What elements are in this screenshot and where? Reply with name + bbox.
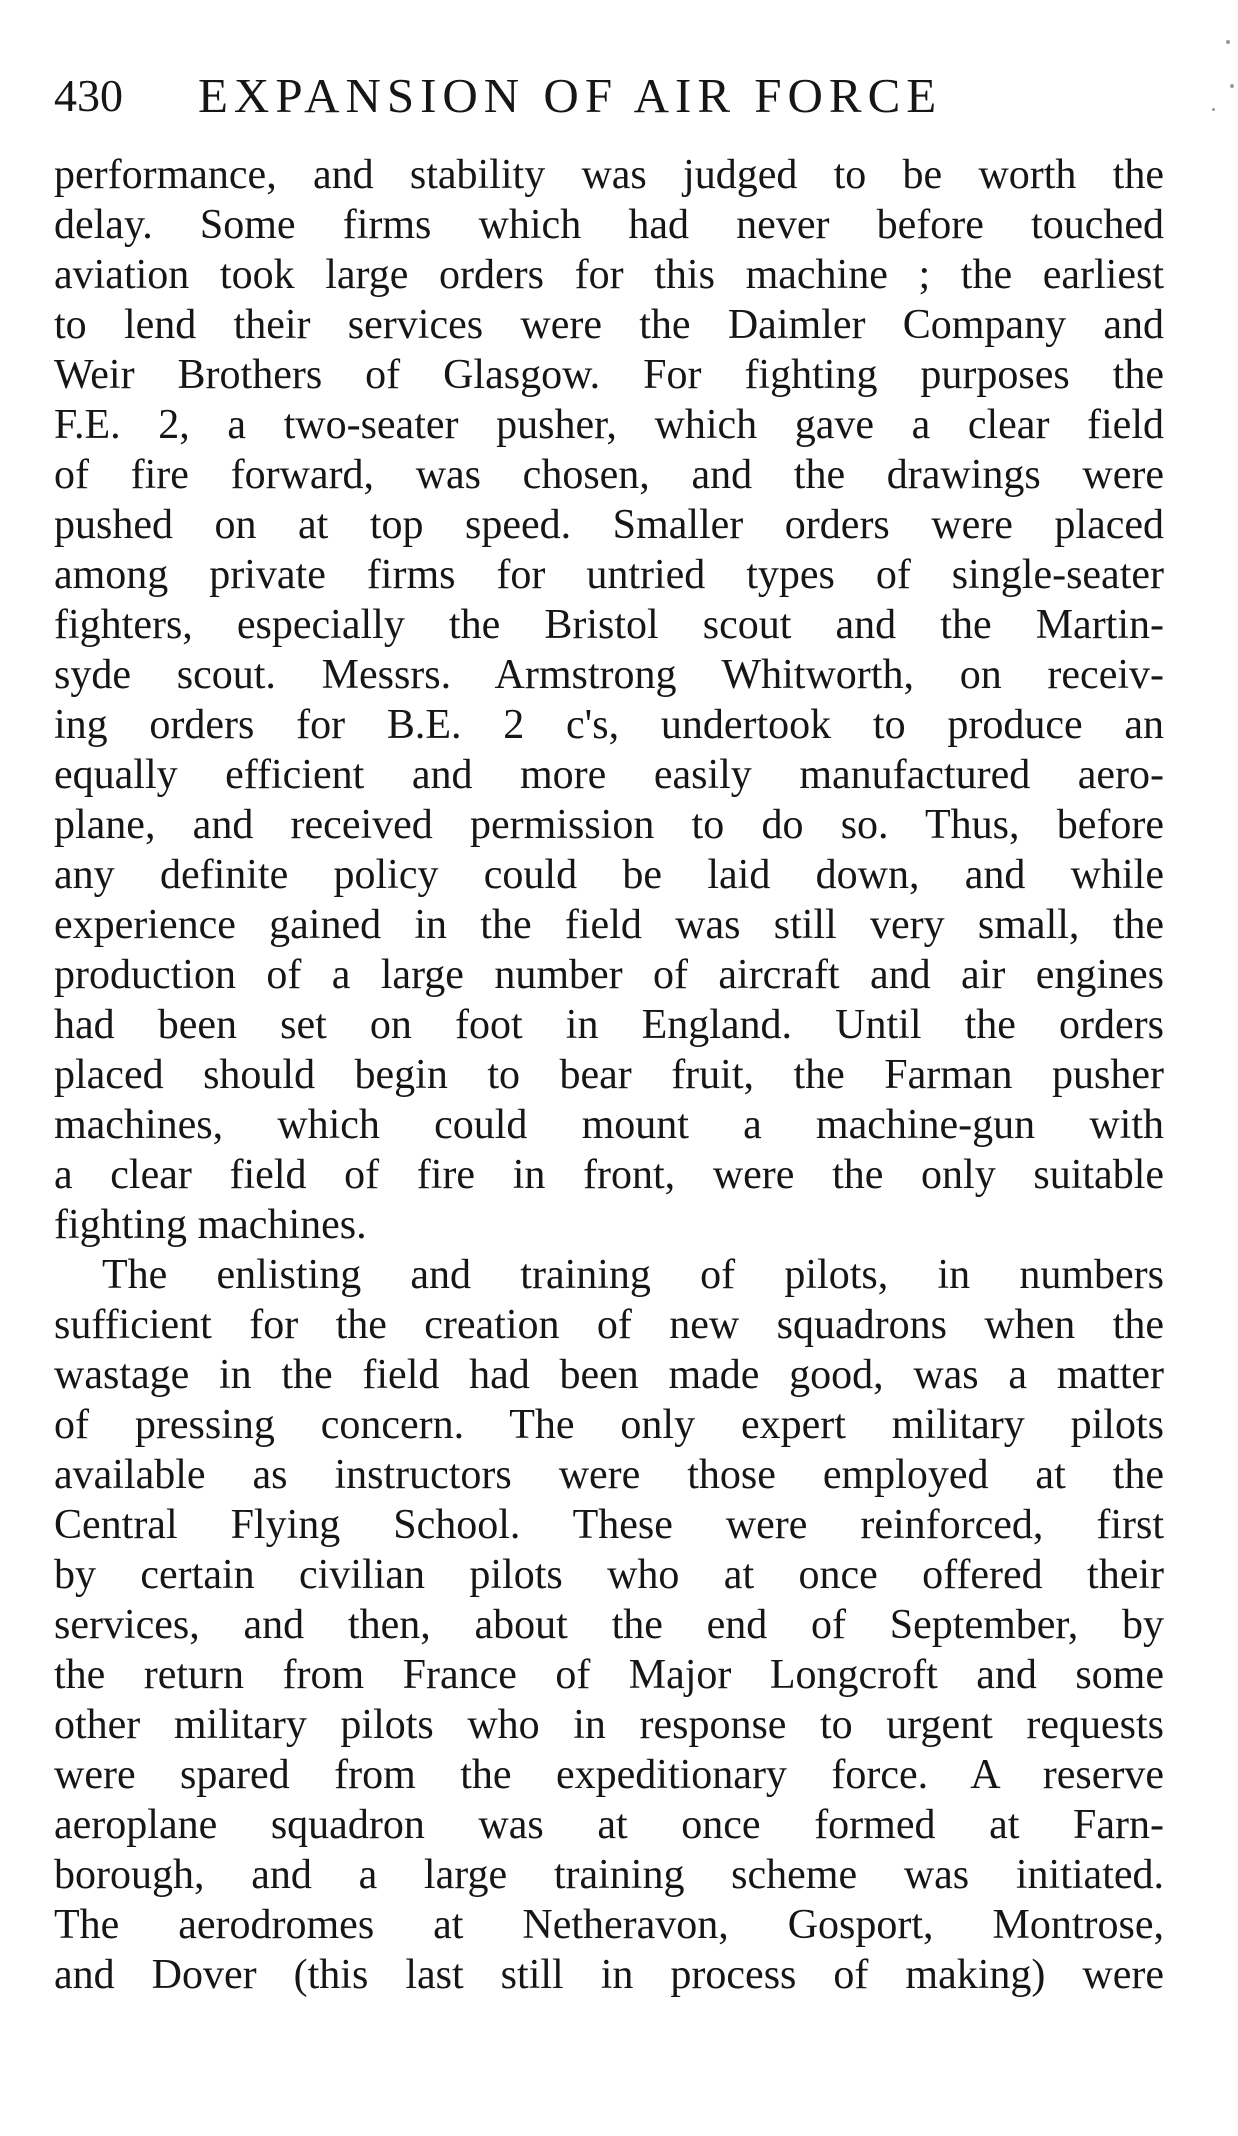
paragraph [54, 1250, 1164, 2000]
text-line: the return from France of Major Longcroft and some [54, 1652, 1164, 1698]
scan-speck [1230, 84, 1234, 88]
text-line: available as instructors were those employed at the [54, 1452, 1164, 1498]
text-line: among private firms for untried types of single-seater [54, 552, 1164, 598]
text-line: F.E. 2, a two-seater pusher, which gave a clear field [54, 402, 1164, 448]
text-line: and Dover (this last still in process of making) were [54, 1952, 1164, 1998]
text-line: of fire forward, was chosen, and the drawings were [54, 452, 1164, 498]
text-line: plane, and received permission to do so. Thus, before [54, 802, 1164, 848]
text-line: aviation took large orders for this machine ; the earliest [54, 252, 1164, 298]
text-line: fighters, especially the Bristol scout and the Martin- [54, 602, 1164, 648]
paragraph [54, 150, 1164, 1250]
text-line: fighting machines. [54, 1202, 367, 1248]
text-line: performance, and stability was judged to be worth the [54, 152, 1164, 198]
text-line: syde scout. Messrs. Armstrong Whitworth, on receiv- [54, 652, 1164, 698]
text-line: any definite policy could be laid down, and while [54, 852, 1164, 898]
text-line: to lend their services were the Daimler Company and [54, 302, 1164, 348]
text-line: Central Flying School. These were reinforced, first [54, 1502, 1164, 1548]
scan-speck [1212, 108, 1215, 111]
text-line: ing orders for B.E. 2 c's, undertook to produce an [54, 702, 1164, 748]
text-line: pushed on at top speed. Smaller orders were placed [54, 502, 1164, 548]
text-line: The enlisting and training of pilots, in numbers [102, 1252, 1164, 1298]
text-line: equally efficient and more easily manufactured aero- [54, 752, 1164, 798]
text-line: other military pilots who in response to urgent requests [54, 1702, 1164, 1748]
text-line: borough, and a large training scheme was initiated. [54, 1852, 1164, 1898]
text-line: of pressing concern. The only expert military pilots [54, 1402, 1164, 1448]
text-line: machines, which could mount a machine-gun with [54, 1102, 1164, 1148]
text-line: by certain civilian pilots who at once offered their [54, 1552, 1164, 1598]
text-line: placed should begin to bear fruit, the Farman pusher [54, 1052, 1164, 1098]
page-number: 430 [54, 70, 123, 121]
text-line: wastage in the field had been made good, was a matter [54, 1352, 1164, 1398]
text-line: The aerodromes at Netheravon, Gosport, Montrose, [54, 1902, 1164, 1948]
text-line: a clear field of fire in front, were the only suitable [54, 1152, 1164, 1198]
text-line: delay. Some firms which had never before touched [54, 202, 1164, 248]
text-line: Weir Brothers of Glasgow. For fighting purposes the [54, 352, 1164, 398]
text-line: aeroplane squadron was at once formed at Farn- [54, 1802, 1164, 1848]
text-line: experience gained in the field was still very small, the [54, 902, 1164, 948]
text-line: production of a large number of aircraft and air engines [54, 952, 1164, 998]
body-text [54, 150, 1164, 2000]
text-line: sufficient for the creation of new squadrons when the [54, 1302, 1164, 1348]
text-line: had been set on foot in England. Until the orders [54, 1002, 1164, 1048]
running-title: EXPANSION OF AIR FORCE [198, 68, 943, 123]
text-line: services, and then, about the end of September, by [54, 1602, 1164, 1648]
running-head [54, 66, 1164, 126]
scan-speck [1226, 40, 1230, 44]
text-line: were spared from the expeditionary force. A reserve [54, 1752, 1164, 1798]
